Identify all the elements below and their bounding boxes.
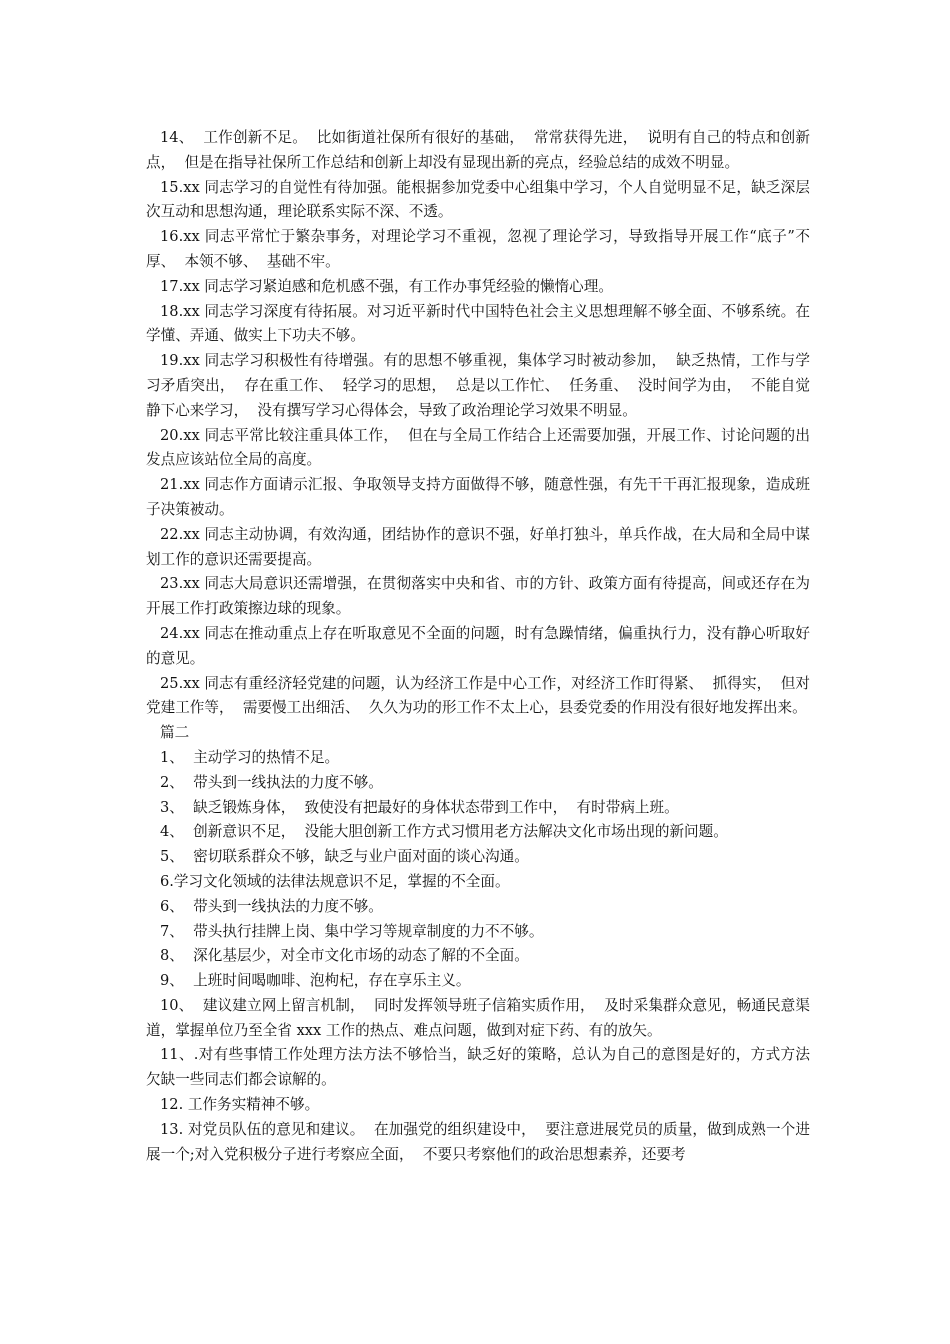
list-item-2: 2、 带头到一线执法的力度不够。 (160, 773, 383, 791)
paragraph-17: 17.xx 同志学习紧迫感和危机感不强，有工作办事凭经验的懒惰心理。 (160, 277, 613, 295)
paragraph-21: 21.xx 同志作方面请示汇报、争取领导支持方面做得不够，随意性强，有先干干再汇报现象，造成班子决策被动。 (146, 476, 810, 518)
list-item-1: 1、 主动学习的热情不足。 (160, 748, 340, 766)
list-item-11: 11、.对有些事情工作处理方法方法不够恰当，缺乏好的策略，总认为自己的意图是好的，方式方法欠缺一些同志们都会谅解的。 (146, 1046, 810, 1089)
list-item-12: 12. 工作务实精神不够。 (160, 1096, 320, 1114)
list-item-8: 8、 深化基层少，对全市文化市场的动态了解的不全面。 (160, 947, 529, 965)
list-item-6b: 6、 带头到一线执法的力度不够。 (160, 897, 383, 915)
paragraph-15: 15.xx 同志学习的自觉性有待加强。能根据参加党委中心组集中学习，个人自觉明显不足，缺乏深层次互动和思想沟通，理论联系实际不深、不透。 (146, 178, 810, 221)
paragraph-22: 22.xx 同志主动协调，有效沟通，团结协作的意识不强，好单打独斗，单兵作战，在大局和全局中谋划工作的意识还需要提高。 (146, 525, 810, 568)
list-item-10: 10、 建议建立网上留言机制， 同时发挥领导班子信箱实质作用， 及时采集群众意见，畅通民意渠道，掌握单位乃至全省 xxx 工作的热点、难点问题，做到对症下药、有的放矢。 (146, 996, 810, 1039)
paragraph-19: 19.xx 同志学习积极性有待增强。有的思想不够重视，集体学习时被动参加， 缺乏热情，工作与学习矛盾突出， 存在重工作、 轻学习的思想， 总是以工作忙、 任务重、 没时间学为由， 不能自觉静下心来学习， 没有撰写学习心得体会，导致了政治理论学习效果不明显。 (146, 352, 810, 419)
section-heading: 篇二 (160, 724, 190, 742)
list-item-4: 4、 创新意识不足， 没能大胆创新工作方式习惯用老方法解决文化市场出现的新问题。 (160, 823, 728, 841)
paragraph-16: 16.xx 同志平常忙于繁杂事务，对理论学习不重视，忽视了理论学习，导致指导开展工作“底子”不厚、 本领不够、 基础不牢。 (146, 228, 810, 270)
list-item-6a: 6.学习文化领域的法律法规意识不足，掌握的不全面。 (160, 872, 510, 890)
paragraph-25: 25.xx 同志有重经济轻党建的问题，认为经济工作是中心工作，对经济工作盯得紧、 抓得实， 但对党建工作等， 需要慢工出细活、 久久为功的形工作不太上心，县委党委的作用没有很好地发挥出来。 (146, 674, 810, 717)
paragraph-14: 14、 工作创新不足。 比如街道社保所有很好的基础， 常常获得先进， 说明有自己的特点和创新点， 但是在指导社保所工作总结和创新上却没有显现出新的亮点，经验总结的成效不明显。 (146, 129, 810, 171)
list-item-5: 5、 密切联系群众不够，缺乏与业户面对面的谈心沟通。 (160, 848, 529, 866)
document-body (146, 126, 810, 1167)
list-item-9: 9、 上班时间喝咖啡、泡枸杞，存在享乐主义。 (160, 972, 471, 990)
list-item-13: 13. 对党员队伍的意见和建议。 在加强党的组织建设中， 要注意进展党员的质量，做到成熟一个进展一个;对入党积极分子进行考察应全面， 不要只考察他们的政治思想素养，还要考 (146, 1120, 810, 1163)
paragraph-20: 20.xx 同志平常比较注重具体工作， 但在与全局工作结合上还需要加强，开展工作、讨论问题的出发点应该站位全局的高度。 (146, 426, 810, 469)
paragraph-18: 18.xx 同志学习深度有待拓展。对习近平新时代中国特色社会主义思想理解不够全面、不够系统。在学懂、弄通、做实上下功夫不够。 (146, 302, 810, 345)
paragraph-24: 24.xx 同志在推动重点上存在听取意见不全面的问题，时有急躁情绪，偏重执行力，没有静心听取好的意见。 (146, 624, 810, 667)
paragraph-23: 23.xx 同志大局意识还需增强，在贯彻落实中央和省、市的方针、政策方面有待提高，间或还存在为开展工作打政策擦边球的现象。 (146, 575, 810, 618)
list-item-7: 7、 带头执行挂牌上岗、集中学习等规章制度的力不不够。 (160, 922, 544, 940)
list-item-3: 3、 缺乏锻炼身体， 致使没有把最好的身体状态带到工作中， 有时带病上班。 (160, 798, 679, 816)
